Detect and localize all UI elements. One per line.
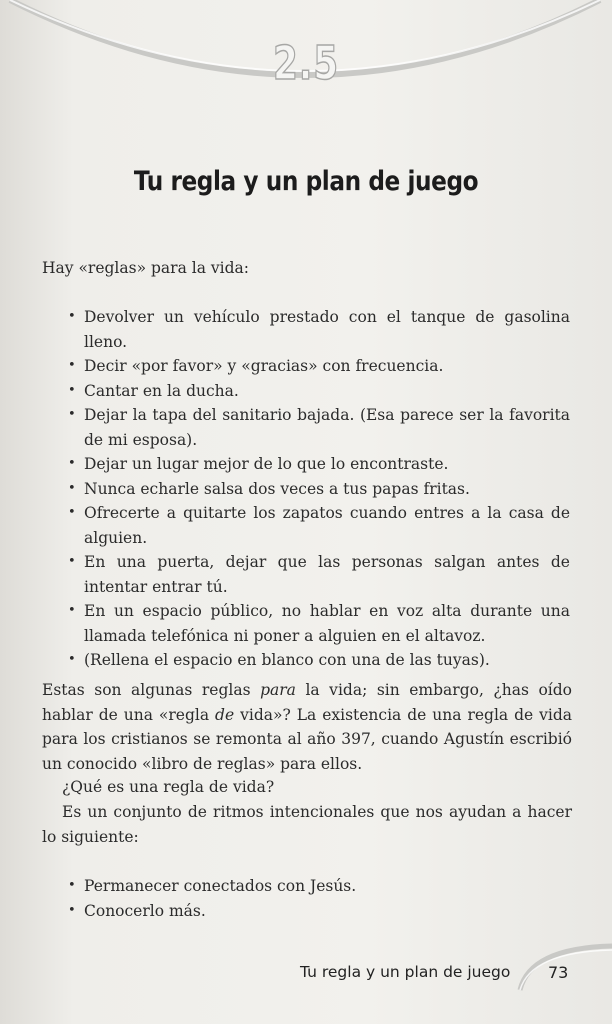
list-item: • Conocerlo más. xyxy=(68,899,570,924)
intro-text: Hay «reglas» para la vida: xyxy=(42,259,249,277)
rules-list-2 xyxy=(68,874,570,923)
list-item: • Nunca echarle salsa dos veces a tus papas fritas. xyxy=(68,477,570,502)
running-title: Tu regla y un plan de juego xyxy=(300,963,511,981)
paragraph-text: vida»? La existencia de una regla de vida para los cristianos se remonta al año 397, cuando Agustín escribió un conocido «libro de reglas» para ellos. xyxy=(42,705,573,773)
chapter-title: Tu regla y un plan de juego xyxy=(133,166,479,197)
paragraph-text: la vida; sin embargo, ¿has oído hablar de una «regla xyxy=(42,681,572,724)
paragraph-text: Estas son algunas reglas xyxy=(42,681,261,699)
question-text: ¿Qué es una regla de vida? xyxy=(62,778,275,796)
list-item: • (Rellena el espacio en blanco con una de las tuyas). xyxy=(68,648,570,673)
emphasis-text: de xyxy=(215,705,235,724)
chapter-number: 2.5 xyxy=(273,36,339,90)
list-item: • Decir «por favor» y «gracias» con frecuencia. xyxy=(68,354,570,379)
list-item: • Permanecer conectados con Jesús. xyxy=(68,874,570,899)
list-item: • Cantar en la ducha. xyxy=(68,379,570,404)
list-item: • Ofrecerte a quitarte los zapatos cuando entres a la casa de alguien. xyxy=(68,501,570,550)
page-number: 73 xyxy=(548,963,569,982)
list-item: • Devolver un vehículo prestado con el tanque de gasolina lleno. xyxy=(68,305,570,354)
list-item: • Dejar un lugar mejor de lo que lo encontraste. xyxy=(68,452,570,477)
body-paragraph xyxy=(42,678,572,776)
body-paragraph: Es un conjunto de ritmos intencionales que nos ayudan a hacer lo siguiente: xyxy=(42,803,572,846)
list-item: • En un espacio público, no hablar en voz alta durante una llamada telefónica ni poner a alguien en el altavoz. xyxy=(68,599,570,648)
list-item: • Dejar la tapa del sanitario bajada. (Esa parece ser la favorita de mi esposa). xyxy=(68,403,570,452)
rules-list xyxy=(68,305,570,673)
emphasis-text: para xyxy=(260,681,296,699)
list-item: • En una puerta, dejar que las personas salgan antes de intentar entrar tú. xyxy=(68,550,570,599)
